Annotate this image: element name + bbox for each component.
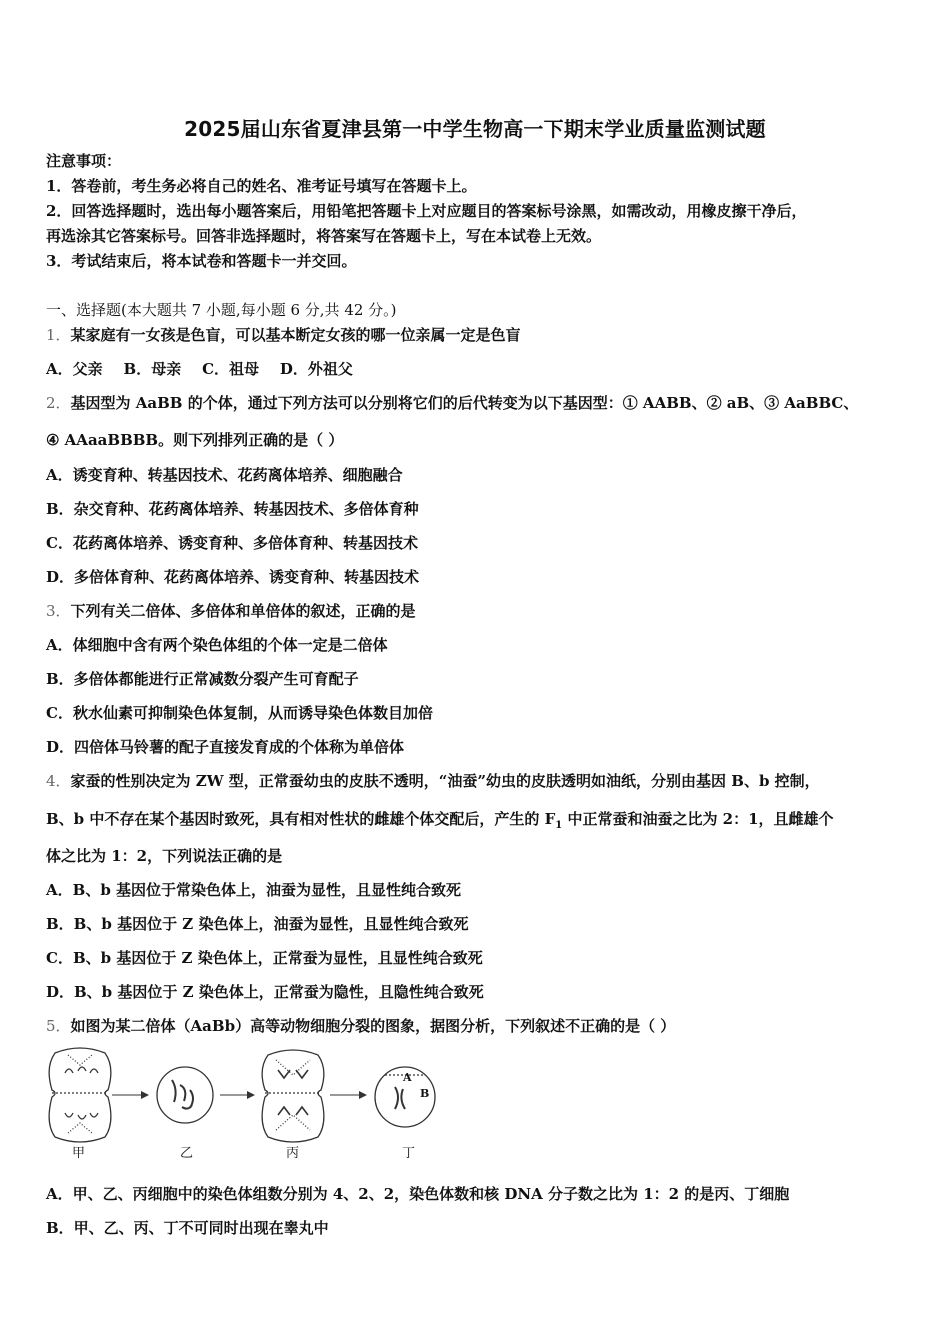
question-5 xyxy=(46,1016,675,1036)
gene-label-a: A xyxy=(403,1071,412,1084)
option: B．多倍体都能进行正常减数分裂产生可育配子 xyxy=(46,670,359,688)
question-text xyxy=(46,809,834,836)
cell-division-figure xyxy=(40,1045,460,1165)
question-1-options: A．父亲 B．母亲 C．祖母 D．外祖父 xyxy=(46,360,353,378)
option: A．体细胞中含有两个染色体组的个体一定是二倍体 xyxy=(46,636,388,654)
cell-bing xyxy=(262,1050,324,1142)
option: C．B、b 基因位于 Z 染色体上，正常蚕为显性，且显性纯合致死 xyxy=(46,949,483,967)
question-2 xyxy=(46,393,858,413)
gene-label-b: B xyxy=(420,1087,430,1100)
question-1 xyxy=(46,325,521,345)
figure-label: 丙 xyxy=(286,1146,300,1161)
figure-label: 甲 xyxy=(72,1146,86,1161)
text-span: 中正常蚕和油蚕之比为 2：1，且雌雄个 xyxy=(562,810,834,828)
text-span: B、b 中不存在某个基因时致死，具有相对性状的雌雄个体交配后，产生的 F xyxy=(46,810,556,828)
question-number: 5． xyxy=(46,1017,71,1035)
option: B．甲、乙、丙、丁不可同时出现在睾丸中 xyxy=(46,1219,329,1237)
option: C．秋水仙素可抑制染色体复制，从而诱导染色体数目加倍 xyxy=(46,704,433,722)
option: B．杂交育种、花药离体培养、转基因技术、多倍体育种 xyxy=(46,500,419,518)
question-4 xyxy=(46,771,820,791)
question-number: 3． xyxy=(46,602,71,620)
option: D．多倍体育种、花药离体培养、诱变育种、转基因技术 xyxy=(46,568,420,586)
question-number: 2． xyxy=(46,394,71,412)
option: B．B、b 基因位于 Z 染色体上，油蚕为显性，且显性纯合致死 xyxy=(46,915,469,933)
subscript: 1 xyxy=(555,820,563,831)
question-3 xyxy=(46,601,416,621)
option: D．四倍体马铃薯的配子直接发育成的个体称为单倍体 xyxy=(46,738,405,756)
option: A．B、b 基因位于常染色体上，油蚕为显性，且显性纯合致死 xyxy=(46,881,462,899)
question-text: 基因型为 AaBB 的个体，通过下列方法可以分别将它们的后代转变为以下基因型：① AABB、② aB、③ AaBBC、 xyxy=(70,394,859,412)
option: C．花药离体培养、诱变育种、多倍体育种、转基因技术 xyxy=(46,534,418,552)
cell-jia xyxy=(49,1048,111,1142)
question-number: 4． xyxy=(46,772,71,790)
cell-yi xyxy=(157,1067,213,1123)
page-title: 2025届山东省夏津县第一中学生物高一下期末学业质量监测试题 xyxy=(184,117,766,141)
figure-label: 丁 xyxy=(402,1146,416,1161)
question-text: ④ AAaaBBBB。则下列排列正确的是（ ） xyxy=(46,431,344,449)
figure-label: 乙 xyxy=(180,1146,194,1161)
question-text: 某家庭有一女孩是色盲，可以基本断定女孩的哪一位亲属一定是色盲 xyxy=(70,326,521,344)
notice-item: 2．回答选择题时，选出每小题答案后，用铅笔把答题卡上对应题目的答案标号涂黑，如需改动，用橡皮擦干净后， xyxy=(46,202,807,220)
notice-item: 3．考试结束后，将本试卷和答题卡一并交回。 xyxy=(46,252,357,270)
section-heading: 一、选择题(本大题共 7 小题,每小题 6 分,共 42 分。) xyxy=(46,301,397,319)
question-text: 下列有关二倍体、多倍体和单倍体的叙述，正确的是 xyxy=(70,602,416,620)
notice-heading: 注意事项： xyxy=(46,152,122,170)
question-text: 如图为某二倍体（AaBb）高等动物细胞分裂的图象，据图分析，下列叙述不正确的是（ ） xyxy=(70,1017,676,1035)
notice-item: 再选涂其它答案标号。回答非选择题时，将答案写在答题卡上，写在本试卷上无效。 xyxy=(46,227,602,245)
question-number: 1． xyxy=(46,326,71,344)
option: D．B、b 基因位于 Z 染色体上，正常蚕为隐性，且隐性纯合致死 xyxy=(46,983,484,1001)
option: A．甲、乙、丙细胞中的染色体组数分别为 4、2、2，染色体数和核 DNA 分子数之比为 1：2 的是丙、丁细胞 xyxy=(46,1185,790,1203)
option: A．诱变育种、转基因技术、花药离体培养、细胞融合 xyxy=(46,466,403,484)
question-text: 家蚕的性别决定为 ZW 型，正常蚕幼虫的皮肤不透明，“油蚕”幼虫的皮肤透明如油纸，分别由基因 B、b 控制， xyxy=(70,772,820,790)
question-text: 体之比为 1：2，下列说法正确的是 xyxy=(46,847,283,865)
notice-item: 1．答卷前，考生务必将自己的姓名、准考证号填写在答题卡上。 xyxy=(46,177,477,195)
